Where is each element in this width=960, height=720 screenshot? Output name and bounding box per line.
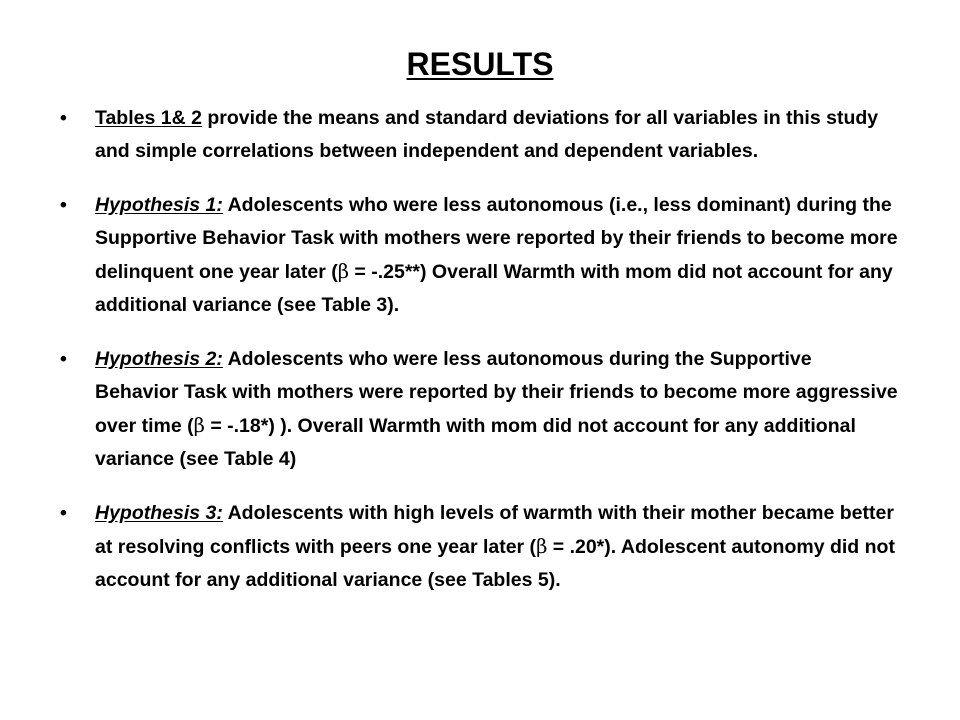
bullet-hypothesis-3 <box>60 497 900 597</box>
beta-symbol: β <box>337 260 350 283</box>
bullet-text-hypothesis-1-a: Adolescents who were less autonomous (i.e., less dominant) during the Supportive Behavior Task with mothers were reported by their friends to become more delinquent one year later ( <box>95 194 898 283</box>
bullet-lead-hypothesis-3: Hypothesis 3: <box>95 502 223 524</box>
slide-title: RESULTS <box>406 46 554 82</box>
bullet-lead-hypothesis-2: Hypothesis 2: <box>95 348 223 370</box>
bullet-text-hypothesis-3-b: = .20*). Adolescent autonomy did not account for any additional variance (see Tables 5). <box>95 536 895 591</box>
beta-symbol: β <box>536 535 548 558</box>
bullet-hypothesis-1 <box>60 189 900 322</box>
bullet-lead-hypothesis-1: Hypothesis 1: <box>95 194 223 216</box>
bullet-text-hypothesis-2-a: Adolescents who were less autonomous during the Supportive Behavior Task with mothers were reported by their friends to become more aggressive over time ( <box>95 348 898 437</box>
bullet-list <box>60 102 900 618</box>
beta-symbol: β <box>193 414 205 437</box>
bullet-hypothesis-2 <box>60 343 900 476</box>
bullet-text-hypothesis-2-b: = -.18*) ). Overall Warmth with mom did not account for any additional variance (see Table 4) <box>95 415 856 470</box>
bullet-text-hypothesis-3-a: Adolescents with high levels of warmth with their mother became better at resolving conflicts with peers one year later ( <box>95 502 894 558</box>
bullet-lead-tables: Tables 1& 2 <box>95 107 202 129</box>
bullet-text-tables: provide the means and standard deviations for all variables in this study and simple correlations between independent and dependent variables. <box>95 107 879 162</box>
bullet-tables <box>60 102 900 168</box>
bullet-text-hypothesis-1-b: = -.25**) Overall Warmth with mom did not account for any additional variance (see Table 3). <box>95 261 893 316</box>
